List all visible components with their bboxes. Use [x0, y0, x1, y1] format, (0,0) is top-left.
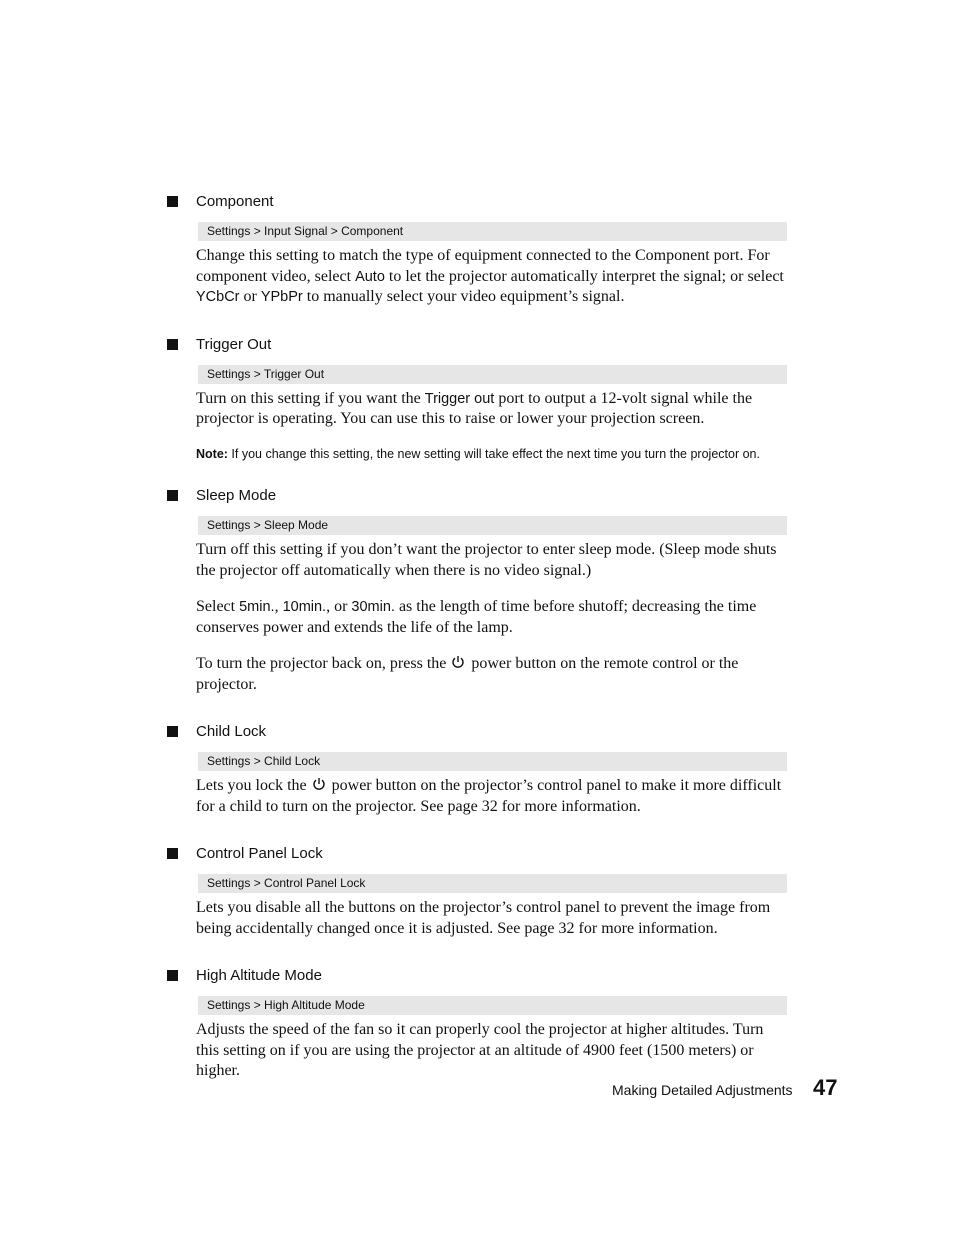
- square-bullet-icon: [167, 848, 178, 859]
- page-content: [167, 192, 787, 1098]
- text-run: to let the projector automatically interpret the signal; or select: [384, 267, 784, 285]
- text-run: ,: [274, 598, 283, 615]
- section-title: High Altitude Mode: [196, 967, 322, 984]
- text-run: as the length of time before shutoff; decreasing the time conserves power and extends the life of the lamp.: [196, 598, 757, 636]
- section-trigger-out-heading: [167, 335, 787, 355]
- ui-term: YPbPr: [260, 289, 303, 305]
- section-title: Child Lock: [196, 723, 267, 740]
- note: [196, 446, 786, 463]
- section-child-lock-heading: [167, 722, 787, 742]
- text-run: power button on the projector’s control panel to make it more difficult for a child to turn on the projector. See page 32 for more information.: [196, 777, 782, 815]
- section-description: Turn off this setting if you don’t want the projector to enter sleep mode. (Sleep mode shuts the projector off automatically when there is no video signal.): [196, 541, 777, 579]
- section-title: Component: [196, 193, 274, 210]
- ui-term: YCbCr: [196, 289, 240, 305]
- section-description: [196, 776, 786, 817]
- section-control-panel-lock-heading: [167, 844, 787, 864]
- menu-path: Settings > Sleep Mode: [198, 516, 787, 535]
- section-title: Sleep Mode: [196, 487, 277, 504]
- section-component-heading: [167, 192, 787, 212]
- section-description: [196, 389, 786, 430]
- menu-path: Settings > High Altitude Mode: [198, 996, 787, 1015]
- text-run: , or: [326, 598, 352, 615]
- ui-term: Trigger out: [424, 390, 495, 407]
- square-bullet-icon: [167, 970, 178, 981]
- square-bullet-icon: [167, 339, 178, 350]
- power-icon: [312, 777, 326, 791]
- power-icon: [451, 655, 465, 669]
- text-run: or: [239, 288, 261, 305]
- ui-term: 5min.: [239, 599, 275, 615]
- note-label: Note:: [196, 446, 228, 461]
- section-description: [196, 246, 786, 308]
- section-description: [196, 597, 786, 638]
- page-number: 47: [813, 1075, 838, 1100]
- text-run: Change this setting to match the type of equipment connected to the Component port. For component video, select: [196, 247, 770, 285]
- text-run: Select: [196, 598, 240, 615]
- section-high-altitude-mode-heading: [167, 966, 787, 986]
- menu-path: Settings > Control Panel Lock: [198, 874, 787, 893]
- text-run: power button on the remote control or the projector.: [196, 655, 739, 693]
- square-bullet-icon: [167, 726, 178, 737]
- menu-path: Settings > Child Lock: [198, 752, 787, 771]
- text-run: To turn the projector back on, press the: [196, 655, 451, 672]
- ui-term: 10min.: [282, 599, 327, 615]
- ui-term: 30min.: [351, 599, 395, 615]
- section-sleep-mode-heading: [167, 486, 787, 506]
- menu-path: Settings > Trigger Out: [198, 365, 787, 384]
- square-bullet-icon: [167, 196, 178, 207]
- text-run: port to output a 12-volt signal while the projector is operating. You can use this to raise or lower your projection screen.: [196, 389, 753, 427]
- chapter-title: Making Detailed Adjustments: [612, 1082, 793, 1098]
- text-run: Lets you lock the: [196, 777, 311, 794]
- section-description: Adjusts the speed of the fan so it can properly cool the projector at higher altitudes. Turn this setting on if you are using the projector at an altitude of 4900 feet (1500 meters) or higher.: [196, 1021, 764, 1079]
- section-title: Control Panel Lock: [196, 845, 323, 862]
- section-title: Trigger Out: [196, 335, 272, 353]
- text-run: Turn on this setting if you want the: [196, 389, 425, 407]
- note-text: If you change this setting, the new setting will take effect the next time you turn the projector on.: [227, 446, 760, 461]
- section-description: [196, 654, 786, 695]
- ui-term: Auto: [355, 268, 385, 285]
- section-description: Lets you disable all the buttons on the projector’s control panel to prevent the image from being accidentally changed once it is adjusted. See page 32 for more information.: [196, 899, 771, 937]
- page-footer: [612, 1076, 842, 1100]
- text-run: to manually select your video equipment’s signal.: [302, 288, 625, 305]
- menu-path: Settings > Input Signal > Component: [198, 222, 787, 241]
- square-bullet-icon: [167, 490, 178, 501]
